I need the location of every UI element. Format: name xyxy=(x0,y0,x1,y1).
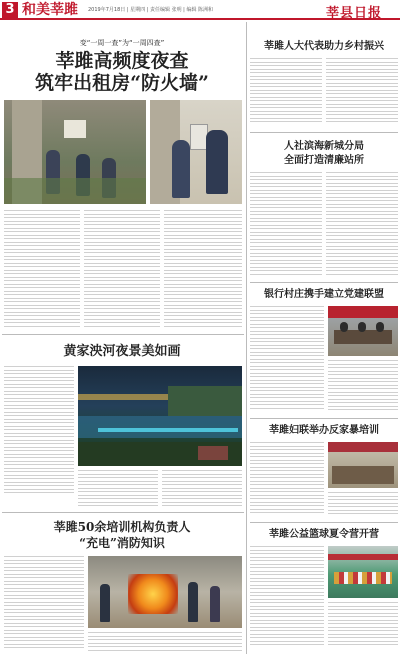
basketball-article-title: 莘雎公益篮球夏令营开营 xyxy=(269,529,379,540)
basketball-article-body-left xyxy=(250,546,324,652)
basketball-article-body-right xyxy=(328,602,398,652)
training-article-title-line1: 莘雎50余培训机构负责人 xyxy=(53,520,191,534)
coast-article-title-line2: 全面打造清廉站所 xyxy=(284,155,364,166)
women-article-body-right xyxy=(328,492,398,520)
congress-article-title: 莘雎人大代表助力乡村振兴 xyxy=(264,41,384,52)
congress-article-body-right xyxy=(326,58,398,128)
women-training-photo xyxy=(328,442,398,488)
training-article-body-left xyxy=(4,556,84,654)
column-divider xyxy=(246,22,247,654)
river-night-photo xyxy=(78,366,242,466)
section-rule xyxy=(250,418,398,419)
issue-meta: 2019年7月18日 | 星期四 | 责任编辑 张明 | 编辑 陈洲和 xyxy=(88,7,214,13)
fire-inspection-photo-2 xyxy=(150,100,242,204)
training-article-body-bottom xyxy=(88,632,242,654)
night-article-body-mid xyxy=(78,470,158,510)
coast-article-title-line1: 人社滨海新城分局 xyxy=(284,141,364,152)
bank-article-body-right xyxy=(328,360,398,416)
coast-article-body-right xyxy=(326,172,398,282)
page-name: 和美莘雎 xyxy=(22,2,78,18)
fire-article-kicker: 变“一周一查”为“一周四查” xyxy=(79,39,165,47)
bank-article-body-left xyxy=(250,306,324,416)
section-rule xyxy=(2,512,244,513)
newspaper-logo: 莘县日报 xyxy=(326,6,383,21)
fire-drill-photo xyxy=(88,556,242,628)
fire-article-title-line1: 莘雎高频度夜查 xyxy=(55,50,189,72)
section-rule xyxy=(2,334,244,335)
night-article-body-left xyxy=(4,366,74,496)
women-article-title: 莘雎妇联举办反家暴培训 xyxy=(269,425,379,436)
fire-inspection-photo-1 xyxy=(4,100,146,204)
training-article-title-line2: “充电”消防知识 xyxy=(79,536,165,550)
women-article-body-left xyxy=(250,442,324,520)
party-alliance-photo xyxy=(328,306,398,356)
basketball-camp-photo xyxy=(328,546,398,598)
congress-article-body-left xyxy=(250,58,322,128)
section-rule xyxy=(250,282,398,283)
page-number: 3 xyxy=(2,2,18,18)
night-article-title: 黄家泱河夜景美如画 xyxy=(63,344,181,359)
section-rule xyxy=(250,132,398,133)
night-article-body-right xyxy=(162,470,242,510)
coast-article-body-left xyxy=(250,172,322,282)
fire-article-body-col2 xyxy=(84,210,160,330)
fire-article-body-col3 xyxy=(164,210,242,330)
fire-article-title-line2: 筑牢出租房“防火墙” xyxy=(35,72,209,94)
fire-article-body-col1 xyxy=(4,210,80,330)
bank-article-title: 银行村庄携手建立党建联盟 xyxy=(264,289,384,300)
section-rule xyxy=(250,522,398,523)
